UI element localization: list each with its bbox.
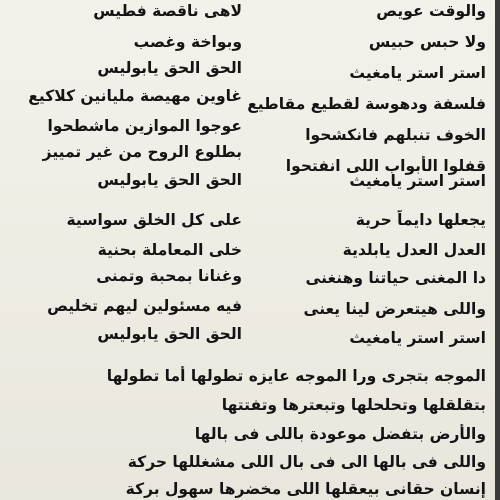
verse-line: لاهى ناقصة فطيس	[93, 2, 242, 20]
verse-line: الحق الحق يابوليس	[97, 171, 242, 189]
prose-line: الموجه بتجرى ورا الموجه عايزه تطولها أما تطولها	[106, 367, 486, 385]
verse-line: عوجوا الموازين ماشطحوا	[47, 117, 242, 135]
prose-line: بتقلقلها وتحلحلها وتبعترها وتفتتها	[221, 396, 486, 414]
verse-line: استر استر يامغيث	[349, 64, 486, 82]
verse-line: فلسفة ودهوسة لقطيع مقاطيع	[247, 95, 486, 113]
verse-line: بطلوع الروح من غير تمييز	[42, 143, 242, 161]
verse-line: غاوين مهيصة مليانين كلاكيع	[28, 87, 242, 105]
prose-line: واللى فى بالها الى فى بال اللى مشغللها حركة	[127, 453, 486, 471]
verse-line: والوقت عويص	[376, 2, 486, 20]
verse-line: ولا حبس حبيس	[368, 33, 486, 51]
verse-line: خلى المعاملة بحنية	[97, 241, 242, 259]
verse-line: واللى هيتعرض لينا يعنى	[303, 300, 486, 318]
prose-line: والأرض بتفضل موعودة باللى فى بالها	[194, 425, 486, 443]
verse-line: استر استر يامغيث	[349, 329, 486, 347]
verse-line: على كل الخلق سواسية	[66, 211, 242, 229]
verse-line: دا المغنى حياتنا وهنغنى	[305, 269, 486, 287]
prose-line: إنسان حقانى بيعقلها اللى مخضرها سهول بركة	[125, 480, 486, 498]
verse-line: العدل العدل يابلدية	[342, 241, 486, 259]
verse-line: الحق الحق يابوليس	[97, 325, 242, 343]
verse-line: الحق الحق يابوليس	[97, 59, 242, 77]
verse-line: فيه مسئولين ليهم تخليص	[47, 297, 242, 315]
verse-line: يجعلها دايماً حرية	[355, 211, 486, 229]
verse-line: وبواخة وغصب	[133, 33, 242, 51]
verse-line: قفلوا الأبواب اللى انفتحوا	[285, 157, 486, 175]
verse-line: استر استر يامغيث	[349, 172, 486, 190]
page-edge-shadow	[495, 0, 500, 500]
verse-line: الخوف تنبلهم فانكشحوا	[305, 126, 486, 144]
verse-line: وغنانا بمحبة وتمنى	[96, 267, 242, 285]
